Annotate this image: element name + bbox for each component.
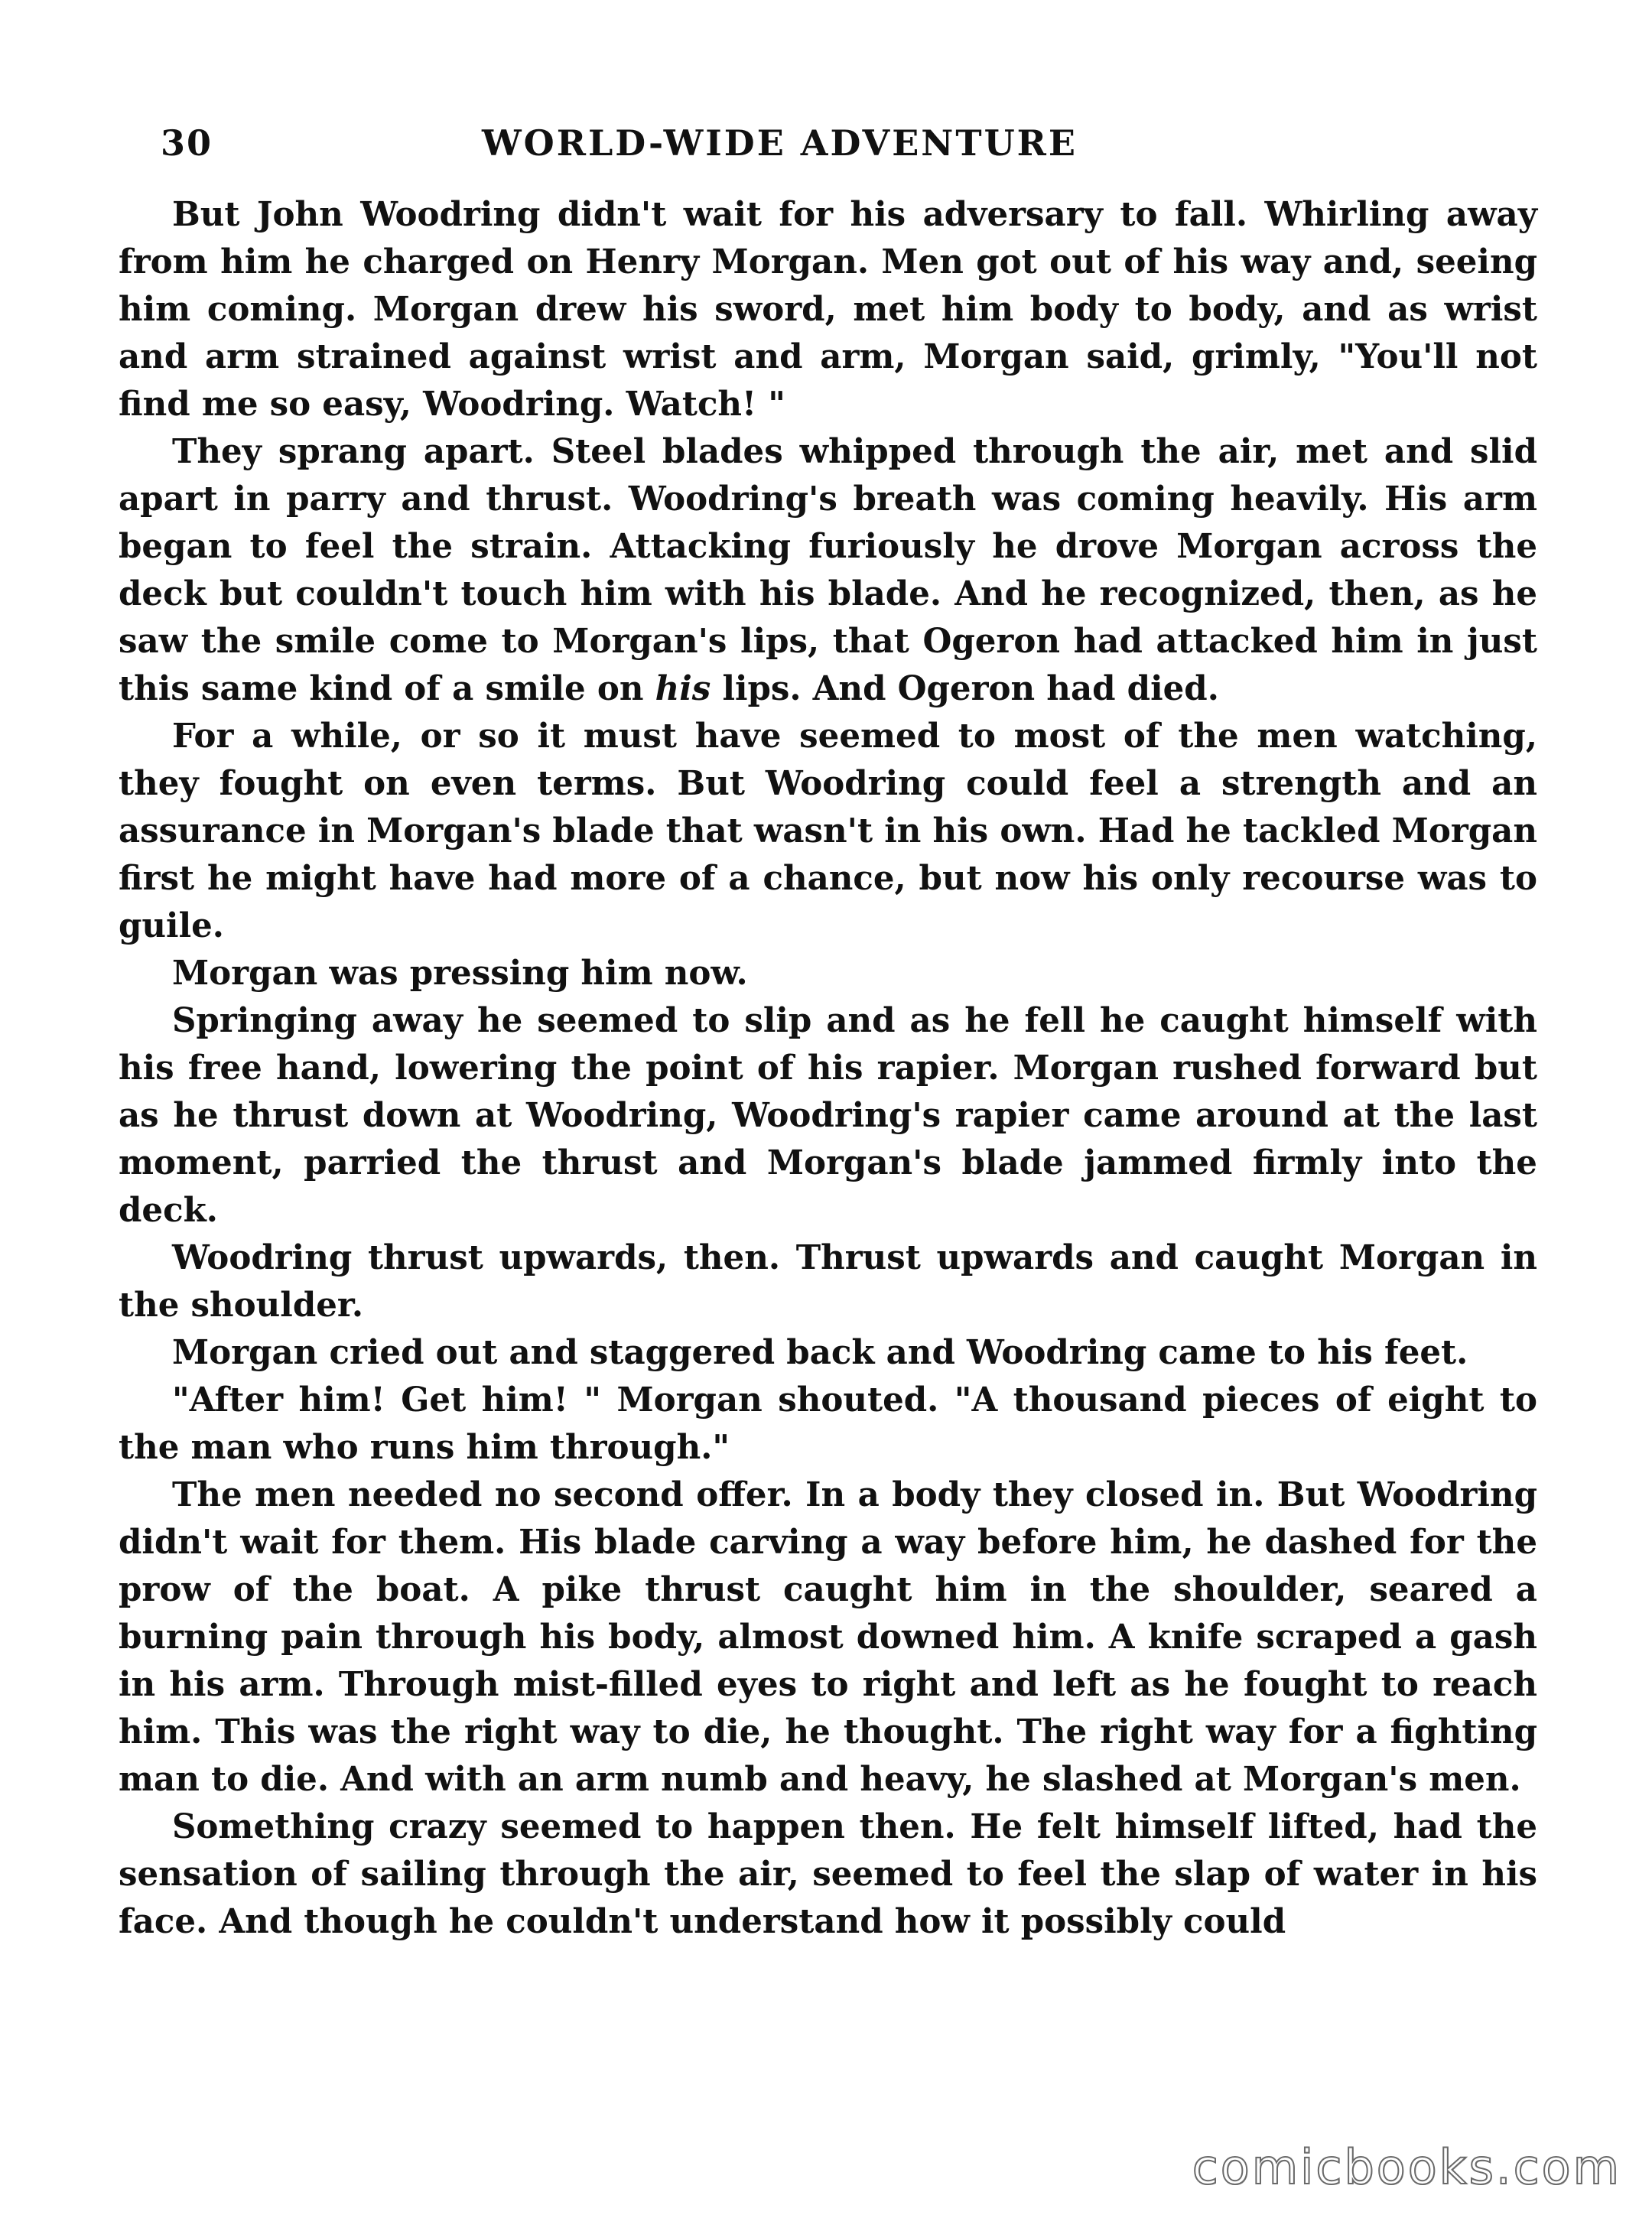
paragraph-text: They sprang apart. Steel blades whipped through the air, met and slid apart in parry and thrust. Woodring's breath was coming heavily. His arm began to feel the strain. Attacking furiously he drove Morgan across the deck but couldn't touch him with his blade. And he recognized, then, as he saw the smile come to Morgan's lips, that Ogeron had attacked him in just this same kind of a smile on — [119, 432, 1537, 708]
page-number: 30 — [161, 122, 213, 164]
running-head: WORLD-WIDE ADVENTURE — [482, 122, 1078, 164]
paragraph-text: lips. And Ogeron had died. — [711, 669, 1219, 708]
paragraph: Morgan was pressing him now. — [172, 954, 748, 993]
page-header — [161, 122, 1537, 176]
paragraph: For a while, or so it must have seemed to most of the men watching, they fought on even terms. But Woodring could feel a strength and an assurance in Morgan's blade that wasn't in his own. Had he tackled Morgan first he might have had more of a chance, but now his only recourse was to guile. — [119, 717, 1537, 945]
paragraph: The men needed no second offer. In a body they closed in. But Woodring didn't wait for them. His blade carving a way before him, he dashed for the prow of the boat. A pike thrust caught him in the shoulder, seared a burning pain through his body, almost downed him. A knife scraped a gash in his arm. Through mist-filled eyes to right and left as he fought to reach him. This was the right way to die, he thought. The right way for a fighting man to die. And with an arm numb and heavy, he slashed at Morgan's men. — [119, 1475, 1537, 1799]
site-watermark: comicbooks.com — [1192, 2139, 1621, 2195]
paragraph: But John Woodring didn't wait for his adversary to fall. Whirling away from him he charged on Henry Morgan. Men got out of his way and, seeing him coming. Morgan drew his sword, met him body to body, and as wrist and arm strained against wrist and arm, Morgan said, grimly, "You'll not find me so easy, Woodring. Watch! " — [119, 195, 1537, 424]
paragraph: Morgan cried out and staggered back and Woodring came to his feet. — [172, 1333, 1468, 1372]
emphasized-word: his — [655, 669, 711, 708]
paragraph: Springing away he seemed to slip and as he fell he caught himself with his free hand, lowering the point of his rapier. Morgan rushed forward but as he thrust down at Woodring, Woodring's rapier came around at the last moment, parried the thrust and Morgan's blade jammed firmly into the deck. — [119, 1001, 1537, 1230]
paragraph — [119, 428, 1537, 713]
paragraph: Woodring thrust upwards, then. Thrust upwards and caught Morgan in the shoulder. — [119, 1238, 1537, 1325]
body-text — [119, 191, 1537, 1946]
paragraph: Something crazy seemed to happen then. He felt himself lifted, had the sensation of sailing through the air, seemed to feel the slap of water in his face. And though he couldn't understand how it possibly could — [119, 1807, 1537, 1941]
paragraph: "After him! Get him! " Morgan shouted. "A thousand pieces of eight to the man who runs him through." — [119, 1381, 1537, 1467]
